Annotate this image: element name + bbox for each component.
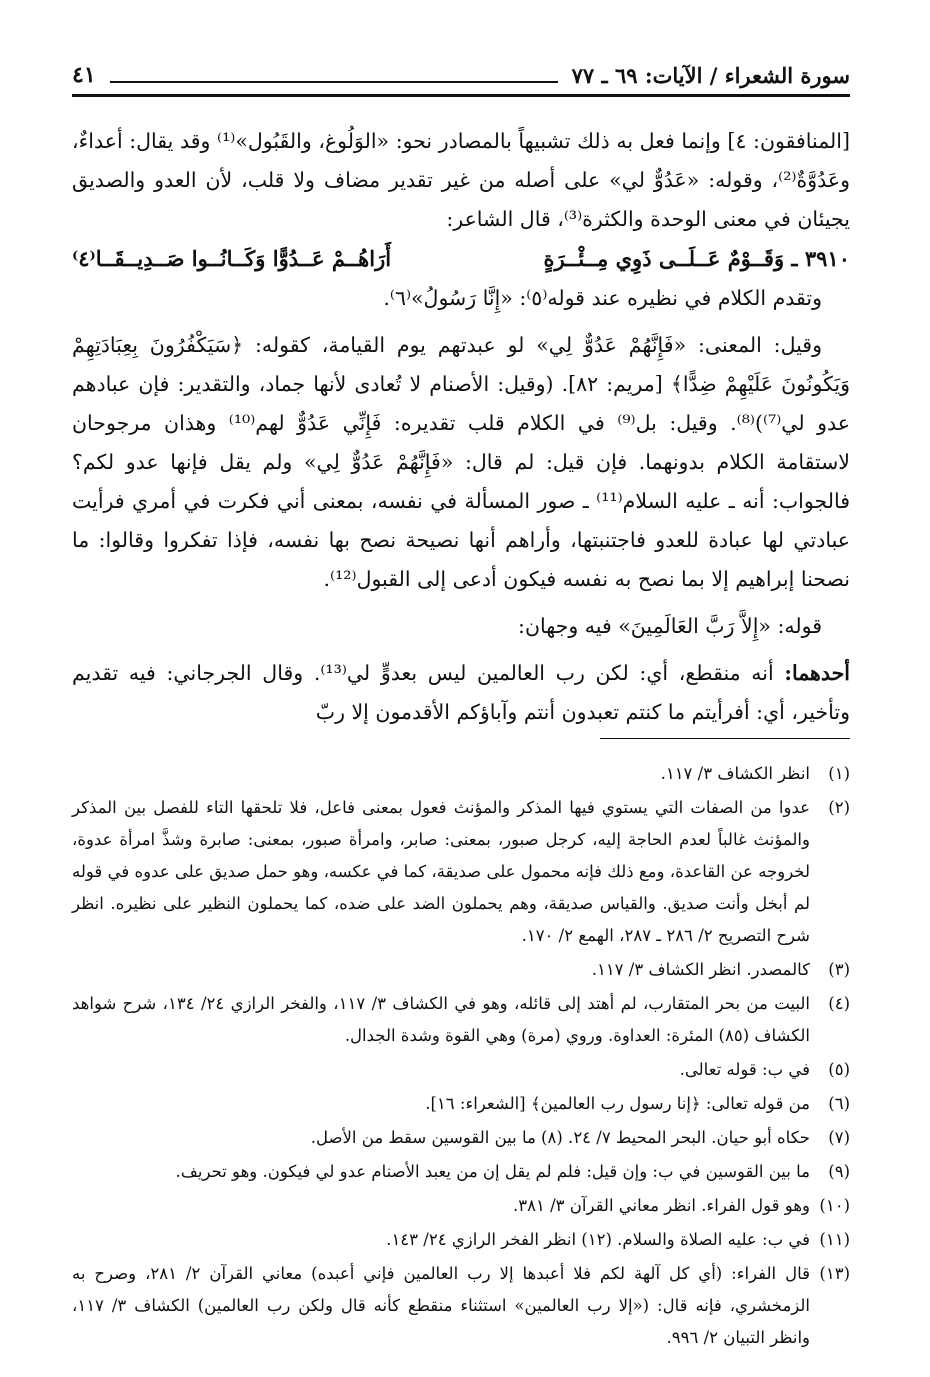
footnote-number: (١٣) [819, 1264, 850, 1283]
footnote-text: وهو قول الفراء. انظر معاني القرآن ٣/ ٣٨١. [513, 1196, 810, 1215]
footnote [72, 1054, 850, 1086]
footnote [72, 758, 850, 790]
footnote-rule [600, 738, 850, 739]
page-header [72, 58, 850, 92]
verse-second-hemistich: أَرَاهُــمْ عَــدُوًّا وَكَــانُــوا صَــدِيــقَــا⁽٤⁾ [72, 246, 392, 271]
footnotes [72, 758, 850, 1356]
footnote-number: (١) [828, 764, 850, 783]
footnote-number: (٤) [828, 994, 850, 1013]
footnote [72, 988, 850, 1052]
footnote-number: (٩) [828, 1162, 850, 1181]
footnote-text: كالمصدر. انظر الكشاف ٣/ ١١٧. [591, 960, 810, 979]
footnote-text: انظر الكشاف ٣/ ١١٧. [660, 764, 810, 783]
paragraph-5-text: أنه منقطع، أي: لكن رب العالمين ليس بعدوٍّ لي⁽¹³⁾. وقال الجرجاني: فيه تقديم وتأخير، أي: أفرأيتم ما كنتم تعبدون أنتم وآباؤكم الأقدمون إلا ربّ [72, 661, 850, 724]
verse-a-text: وَقَــوْمٌ عَــلَــى ذَوِي مِــئْــرَةٍ [543, 246, 785, 271]
page-number: ٤١ [72, 62, 96, 88]
footnote [72, 1088, 850, 1120]
footnote-text: من قوله تعالى: ﴿إنا رسول رب العالمين﴾ [الشعراء: ١٦]. [425, 1094, 810, 1113]
footnote-text: قال الفراء: (أي كل آلهة لكم فلا أعبدها إلا رب العالمين فإني أعبده) معاني القرآن ٢/ ٢٨١، وصرح به الزمخشري، فإنه قال: («إلا رب العالمين» استثناء منقطع كأنه قال ولكن رب العالمين) الكشاف ٣/ ١١٧، وانظر التبيان ٢/ ٩٩٦. [72, 1264, 810, 1347]
footnote [72, 1190, 850, 1222]
footnote-number: (٦) [828, 1094, 850, 1113]
footnote-number: (٧) [828, 1128, 850, 1147]
footnote [72, 954, 850, 986]
paragraph-3: وقيل: المعنى: «فَإِنَّهُمْ عَدُوٌّ لِي» لو عبدتهم يوم القيامة، كقوله: ﴿سَيَكْفُرُونَ بِعِبَادَتِهِمْ وَيَكُونُونَ عَلَيْهِمْ ضِدًّا﴾ [مريم: ٨٢]. (وقيل: الأصنام لا تُعادى لأنها جماد، والتقدير: فإن عبادهم عدو لي⁽⁷⁾)⁽⁸⁾. وقيل: بل⁽⁹⁾ في الكلام قلب تقديره: فَإِنِّي عَدُوٌّ لهم⁽¹⁰⁾ وهذان مرجوحان لاستقامة الكلام بدونهما. فإن قيل: لم قال: «فَإِنَّهُمْ عَدُوٌّ لِي» ولم يقل فإنها عدو لكم؟ فالجواب: أنه ـ عليه السلام⁽¹¹⁾ ـ صور المسألة في نفسه، بمعنى أني فكرت في أمري فرأيت عبادتي لها عبادة للعدو فاجتنبتها، وأراهم أنها نصيحة نصح بها نفسه، فإذا تفكروا وقالوا: ما نصحنا إبراهيم إلا بما نصح به نفسه فيكون أدعى إلى القبول⁽¹²⁾. [72, 333, 850, 591]
footnote-number: (٣) [828, 960, 850, 979]
footnote [72, 1156, 850, 1188]
verse-first-hemistich [544, 239, 850, 279]
footnote [72, 1258, 850, 1354]
footnote-number: (١٠) [819, 1196, 850, 1215]
footnote-text: البيت من بحر المتقارب، لم أهتد إلى قائله، وهو في الكشاف ٣/ ١١٧، والفخر الرازي ٢٤/ ١٣٤، شرح شواهد الكشاف (٨٥) المئرة: العداوة. وروي (مرة) وهي القوة وشدة الجدال. [72, 994, 810, 1045]
footnote-text: في ب: عليه الصلاة والسلام. (١٢) انظر الفخر الرازي ٢٤/ ١٤٣. [386, 1230, 810, 1249]
paragraph-5 [72, 654, 850, 732]
footnote [72, 1224, 850, 1256]
header-line [110, 67, 558, 83]
paragraph-4: قوله: «إِلاَّ رَبَّ العَالَمِينَ» فيه وجهان: [518, 614, 822, 638]
verse-number: ٣٩١٠ ـ [791, 246, 850, 271]
paragraph-5-lead: أحدهما: [784, 661, 850, 685]
paragraph-1: [المنافقون: ٤] وإنما فعل به ذلك تشبيهاً بالمصادر نحو: «الوَلُوغ، والقَبُول»⁽¹⁾ وقد يقال: أعداءٌ، وعَدُوَّةٌ⁽²⁾، وقوله: «عَدُوٌّ لي» على أصله من غير تقدير مضاف ولا قلب، لأن العدو والصديق يجيئان في معنى الوحدة والكثرة⁽³⁾، قال الشاعر: [72, 129, 850, 231]
poetry-verse [72, 239, 850, 279]
footnote-number: (٢) [828, 798, 850, 817]
footnote-text: عدوا من الصفات التي يستوي فيها المذكر والمؤنث فعول بمعنى فاعل، فلا تلحقها التاء للفصل بين المذكر والمؤنث غالباً لعدم الحاجة إليه، كرجل صبور، بمعنى: صابر، وامرأة صبور، بمعنى: صابرة وشذَّ امرأة عدوة، لخروجه عن القاعدة، ومع ذلك فإنه محمول على صديقة، كما في عكسه، وهو حمل صديق على عدوه في قوله لم أبخل وأنت صديق. والقياس صديقة، وهم يحملون الضد على ضده، كما يحملون النظير على نظيره. انظر شرح التصريح ٢/ ٢٨٦ ـ ٢٨٧، الهمع ٢/ ١٧٠. [72, 798, 810, 945]
running-title: سورة الشعراء / الآيات: ٦٩ ـ ٧٧ [571, 62, 850, 88]
footnote-number: (١١) [819, 1230, 850, 1249]
footnote-text: في ب: قوله تعالى. [679, 1060, 810, 1079]
footnote [72, 1122, 850, 1154]
footnote-text: حكاه أبو حيان. البحر المحيط ٧/ ٢٤. (٨) ما بين القوسين سقط من الأصل. [310, 1128, 810, 1147]
header-rule [72, 94, 850, 97]
footnote [72, 792, 850, 952]
main-text [72, 122, 850, 732]
paragraph-2: وتقدم الكلام في نظيره عند قوله⁽٥⁾: «إِنَّا رَسُولُ»⁽٦⁾. [383, 286, 822, 310]
footnote-text: ما بين القوسين في ب: وإن قيل: فلم لم يقل إن من يعبد الأصنام عدو لي فيكون. وهو تحريف. [175, 1162, 810, 1181]
footnote-number: (٥) [828, 1060, 850, 1079]
